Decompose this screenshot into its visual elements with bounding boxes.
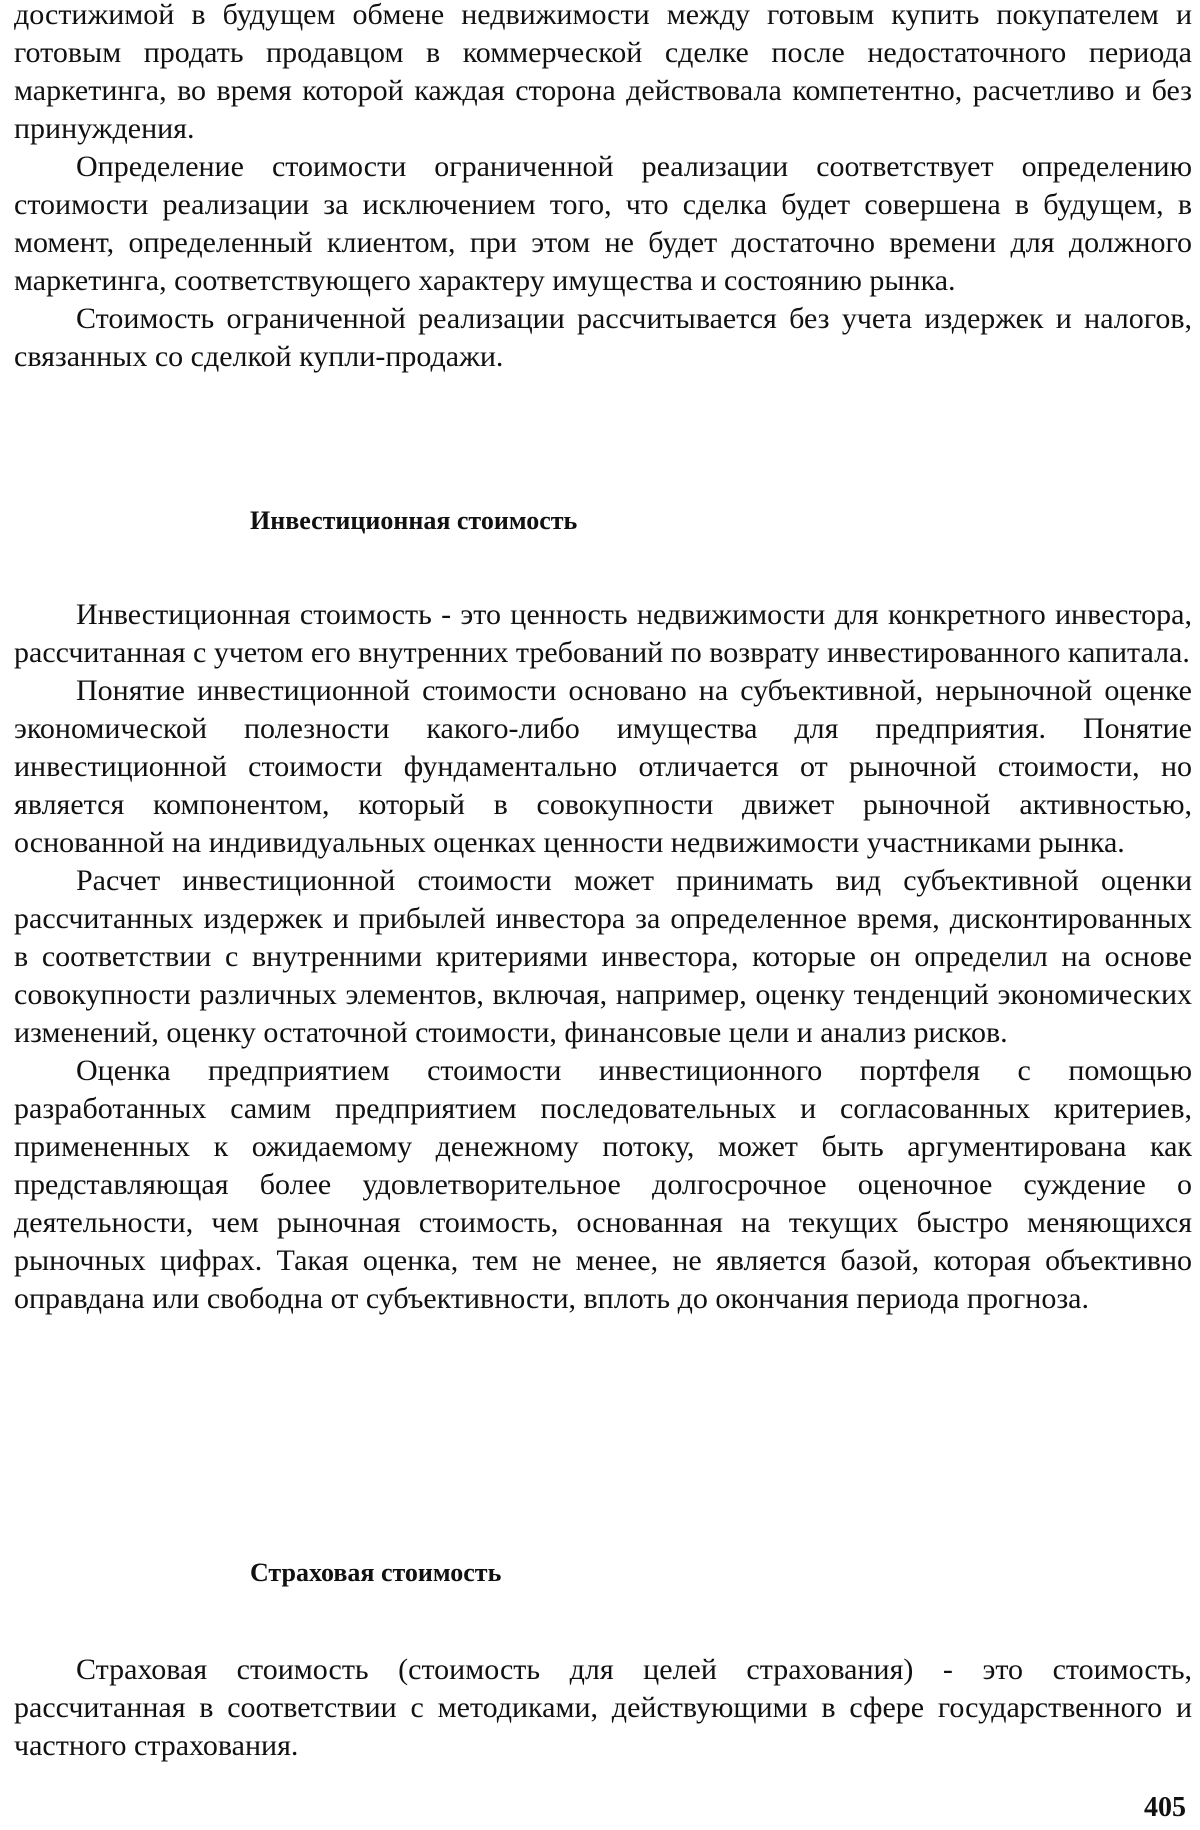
- investment-value-paragraph: Понятие инвестиционной стоимости основано на субъективной, нерыночной оценке экономической полезности какого-либо имущества для предприятия. Понятие инвестиционной стоимости фундаментально отличается от рыночной стоимости, но является компонентом, который в совокупности движет рыночной активностью, основанной на индивидуальных оценках ценности недвижимости участниками рынка.: [14, 674, 1192, 859]
- page-number: 405: [1144, 1792, 1186, 1823]
- section-heading-insurance-value: Страховая стоимость: [250, 1558, 502, 1587]
- section-heading-investment-value: Инвестиционная стоимость: [250, 506, 578, 535]
- investment-value-paragraph: Расчет инвестиционной стоимости может принимать вид субъективной оценки рассчитанных издержек и прибылей инвестора за определенное время, дисконтированных в соответствии с внутренними критериями инвестора, которые он определил на основе совокупности различных элементов, включая, например, оценку тенденций экономических изменений, оценку остаточной стоимости, финансовые цели и анализ рисков.: [14, 864, 1192, 1049]
- investment-value-paragraph: Оценка предприятием стоимости инвестиционного портфеля с помощью разработанных самим предприятием последовательных и согласованных критериев, примененных к ожидаемому денежному потоку, может быть аргументирована как представляющая более удовлетворительное долгосрочное оценочное суждение о деятельности, чем рыночная стоимость, основанная на текущих быстро меняющихся рыночных цифрах. Такая оценка, тем не менее, не является базой, которая объективно оправдана или свободна от субъективности, вплоть до окончания периода прогноза.: [14, 1054, 1192, 1315]
- intro-paragraph-limited-sale-calculation: Стоимость ограниченной реализации рассчитывается без учета издержек и налогов, связанных со сделкой купли-продажи.: [14, 302, 1192, 373]
- insurance-value-section: [14, 1651, 1192, 1765]
- intro-paragraph-limited-sale-definition: Определение стоимости ограниченной реализации соответствует определению стоимости реализации за исключением того, что сделка будет совершена в будущем, в момент, определенный клиентом, при этом не будет достаточно времени для должного маркетинга, соответствующего характеру имущества и состоянию рынка.: [14, 150, 1192, 297]
- intro-text-block: [14, 0, 1192, 376]
- investment-value-paragraph: Инвестиционная стоимость - это ценность недвижимости для конкретного инвестора, рассчитанная с учетом его внутренних требований по возврату инвестированного капитала.: [14, 598, 1192, 669]
- insurance-value-paragraph: Страховая стоимость (стоимость для целей страхования) - это стоимость, рассчитанная в соответствии с методиками, действующими в сфере государственного и частного страхования.: [14, 1653, 1192, 1762]
- book-page: [14, 0, 1192, 1830]
- intro-paragraph-continuation: достижимой в будущем обмене недвижимости между готовым купить покупателем и готовым продать продавцом в коммерческой сделке после недостаточного периода маркетинга, во время которой каждая сторона действовала компетентно, расчетливо и без принуждения.: [14, 0, 1192, 145]
- investment-value-section: [14, 596, 1192, 1318]
